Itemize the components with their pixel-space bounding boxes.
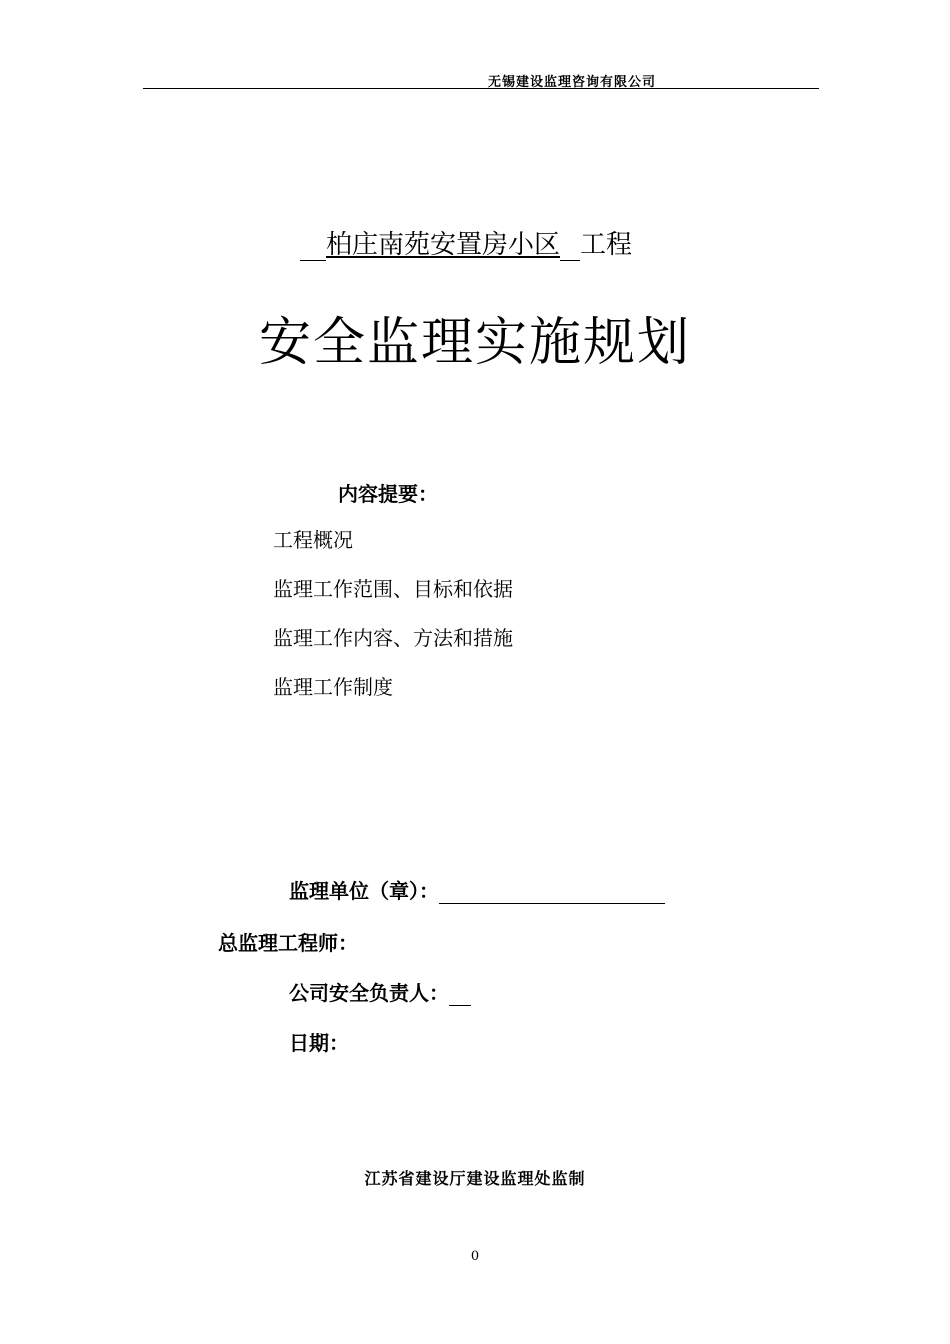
summary-item: 监理工作范围、目标和依据	[273, 577, 513, 601]
project-underline-tail	[560, 233, 580, 261]
summary-item: 工程概况	[273, 528, 353, 552]
safety-head-row	[289, 977, 471, 1006]
supervision-unit-row	[289, 875, 665, 904]
date-row	[289, 1027, 349, 1056]
header-company-name: 无锡建设监理咨询有限公司	[488, 75, 657, 90]
project-line	[300, 224, 632, 261]
document-title: 安全监理实施规划	[258, 313, 691, 373]
safety-head-blank	[449, 981, 471, 1006]
chief-engineer-row	[218, 927, 358, 956]
date-label: 日期：	[289, 1031, 349, 1055]
summary-list	[273, 527, 513, 723]
safety-head-label: 公司安全负责人：	[289, 981, 449, 1005]
project-underline-lead	[300, 233, 326, 261]
project-suffix: 工程	[580, 230, 633, 260]
project-name: 柏庄南苑安置房小区	[326, 230, 561, 260]
header-rule	[143, 88, 819, 89]
summary-heading: 内容提要：	[338, 482, 438, 506]
summary-item: 监理工作内容、方法和措施	[273, 626, 513, 650]
supervision-unit-label: 监理单位（章）：	[289, 879, 439, 903]
page-number: 0	[470, 1249, 480, 1264]
footer-issuer: 江苏省建设厅建设监理处监制	[364, 1169, 586, 1188]
summary-item: 监理工作制度	[273, 675, 393, 699]
chief-engineer-label: 总监理工程师：	[218, 931, 358, 955]
supervision-unit-blank	[439, 879, 665, 904]
